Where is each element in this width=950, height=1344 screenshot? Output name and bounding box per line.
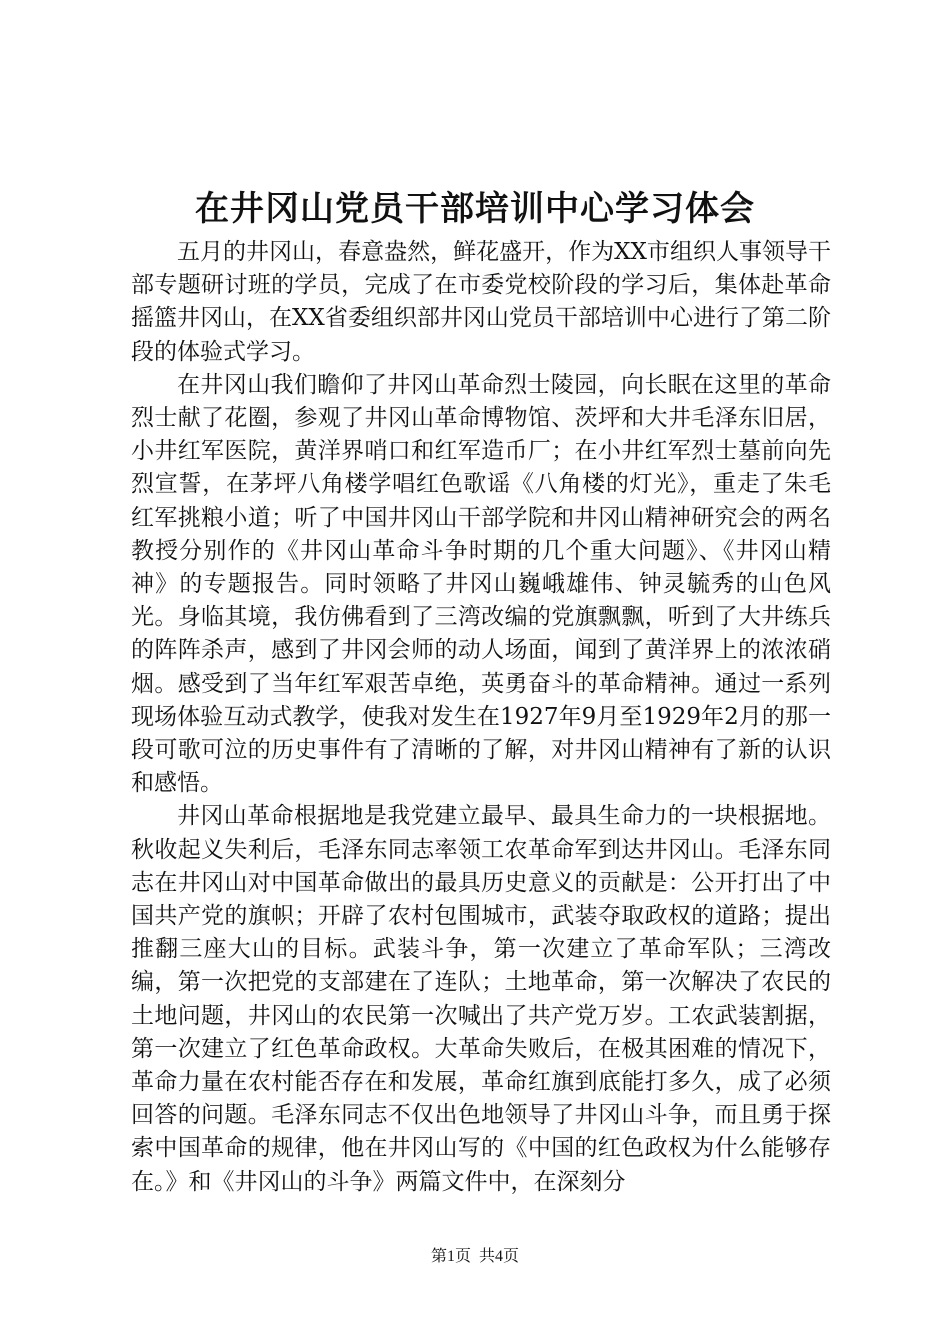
page-number-label: 第1页 共4页 [430, 1248, 519, 1265]
document-body [131, 236, 831, 1199]
paragraph-2: 在井冈山我们瞻仰了井冈山革命烈士陵园，向长眠在这里的革命烈士献了花圈，参观了井冈山革命博物馆、茨坪和大井毛泽东旧居，小井红军医院，黄洋界哨口和红军造币厂；在小井红军烈士墓前向先烈宣誓，在茅坪八角楼学唱红色歌谣《八角楼的灯光》，重走了朱毛红军挑粮小道；听了中国井冈山干部学院和井冈山精神研究会的两名教授分别作的《井冈山革命斗争时期的几个重大问题》、《井冈山精神》的专题报告。同时领略了井冈山巍峨雄伟、钟灵毓秀的山色风光。身临其境，我仿佛看到了三湾改编的党旗飘飘，听到了大井练兵的阵阵杀声，感到了井冈会师的动人场面，闻到了黄洋界上的浓浓硝烟。感受到了当年红军艰苦卓绝，英勇奋斗的革命精神。通过一系列现场体验互动式教学，使我对发生在1927年9月至1929年2月的那一段可歌可泣的历史事件有了清晰的了解，对井冈山精神有了新的认识和感悟。 [131, 371, 831, 797]
document-title: 在井冈山党员干部培训中心学习体会 [195, 189, 755, 229]
paragraph-3: 井冈山革命根据地是我党建立最早、最具生命力的一块根据地。秋收起义失利后，毛泽东同志率领工农革命军到达井冈山。毛泽东同志在井冈山对中国革命做出的最具历史意义的贡献是：公开打出了中国共产党的旗帜；开辟了农村包围城市，武装夺取政权的道路；提出推翻三座大山的目标。武装斗争，第一次建立了革命军队；三湾改编，第一次把党的支部建在了连队；土地革命，第一次解决了农民的土地问题，井冈山的农民第一次喊出了共产党万岁。工农武装割据，第一次建立了红色革命政权。大革命失败后，在极其困难的情况下，革命力量在农村能否存在和发展，革命红旗到底能打多久，成了必须回答的问题。毛泽东同志不仅出色地领导了井冈山斗争，而且勇于探索中国革命的规律，他在井冈山写的《中国的红色政权为什么能够存在。》和《井冈山的斗争》两篇文件中，在深刻分 [131, 803, 831, 1195]
paragraph-1: 五月的井冈山，春意盎然，鲜花盛开，作为XX市组织人事领导干部专题研讨班的学员，完成了在市委党校阶段的学习后，集体赴革命摇篮井冈山，在XX省委组织部井冈山党员干部培训中心进行了第二阶段的体验式学习。 [131, 239, 831, 365]
page-footer [0, 1246, 950, 1268]
